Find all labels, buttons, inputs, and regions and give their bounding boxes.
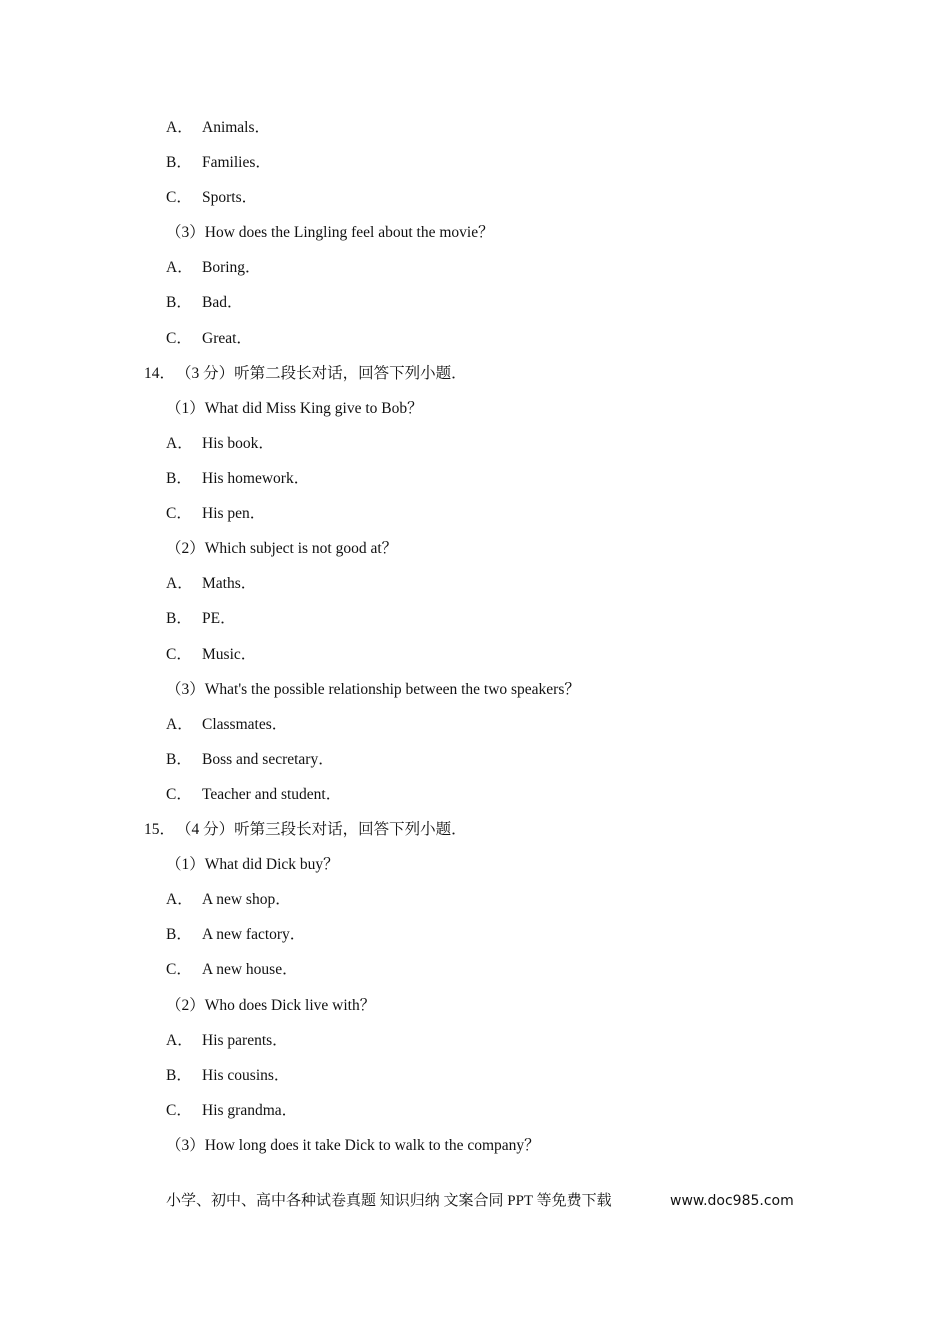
sub-question: （3）What's the possible relationship between the two speakers？ [166, 681, 580, 698]
option-c: C． A new house． [166, 961, 298, 978]
footer-text: 小学、初中、高中各种试卷真题 知识归纳 文案合同 PPT 等免费下载 [166, 1193, 612, 1209]
sub-question: （1）What did Miss King give to Bob？ [166, 400, 423, 417]
page-footer [166, 1190, 806, 1212]
option-b: B． His homework． [166, 470, 310, 487]
option-b: B． Bad． [166, 294, 243, 311]
option-c: C． Great． [166, 330, 252, 347]
option-b: B． His cousins． [166, 1067, 290, 1084]
question-14-heading: 14．（3 分）听第二段长对话，回答下列小题． [144, 365, 467, 382]
option-a: A． Boring． [166, 259, 261, 276]
option-c: C． Sports． [166, 189, 258, 206]
sub-question: （3）How long does it take Dick to walk to the company？ [166, 1137, 540, 1154]
option-c: C． His pen． [166, 505, 266, 522]
option-c: C． His grandma． [166, 1102, 298, 1119]
option-b: B． Families． [166, 154, 271, 171]
sub-question: （2）Which subject is not good at？ [166, 540, 398, 557]
option-a: A． Maths． [166, 575, 257, 592]
sub-question: （1）What did Dick buy？ [166, 856, 339, 873]
option-c: C． Teacher and student． [166, 786, 342, 803]
option-a: A． Classmates． [166, 716, 288, 733]
option-a: A． His parents． [166, 1032, 288, 1049]
sub-question: （2）Who does Dick live with？ [166, 997, 376, 1014]
question-15-heading: 15．（4 分）听第三段长对话，回答下列小题． [144, 821, 467, 838]
option-b: B． Boss and secretary． [166, 751, 334, 768]
option-b: B． PE． [166, 610, 236, 627]
option-c: C． Music． [166, 646, 257, 663]
option-b: B． A new factory． [166, 926, 306, 943]
sub-question: （3）How does the Lingling feel about the movie？ [166, 224, 494, 241]
footer-site-link[interactable]: www.doc985.com [670, 1193, 794, 1209]
option-a: A． His book． [166, 435, 274, 452]
option-a: A． A new shop． [166, 891, 291, 908]
option-a: A． Animals． [166, 119, 271, 136]
